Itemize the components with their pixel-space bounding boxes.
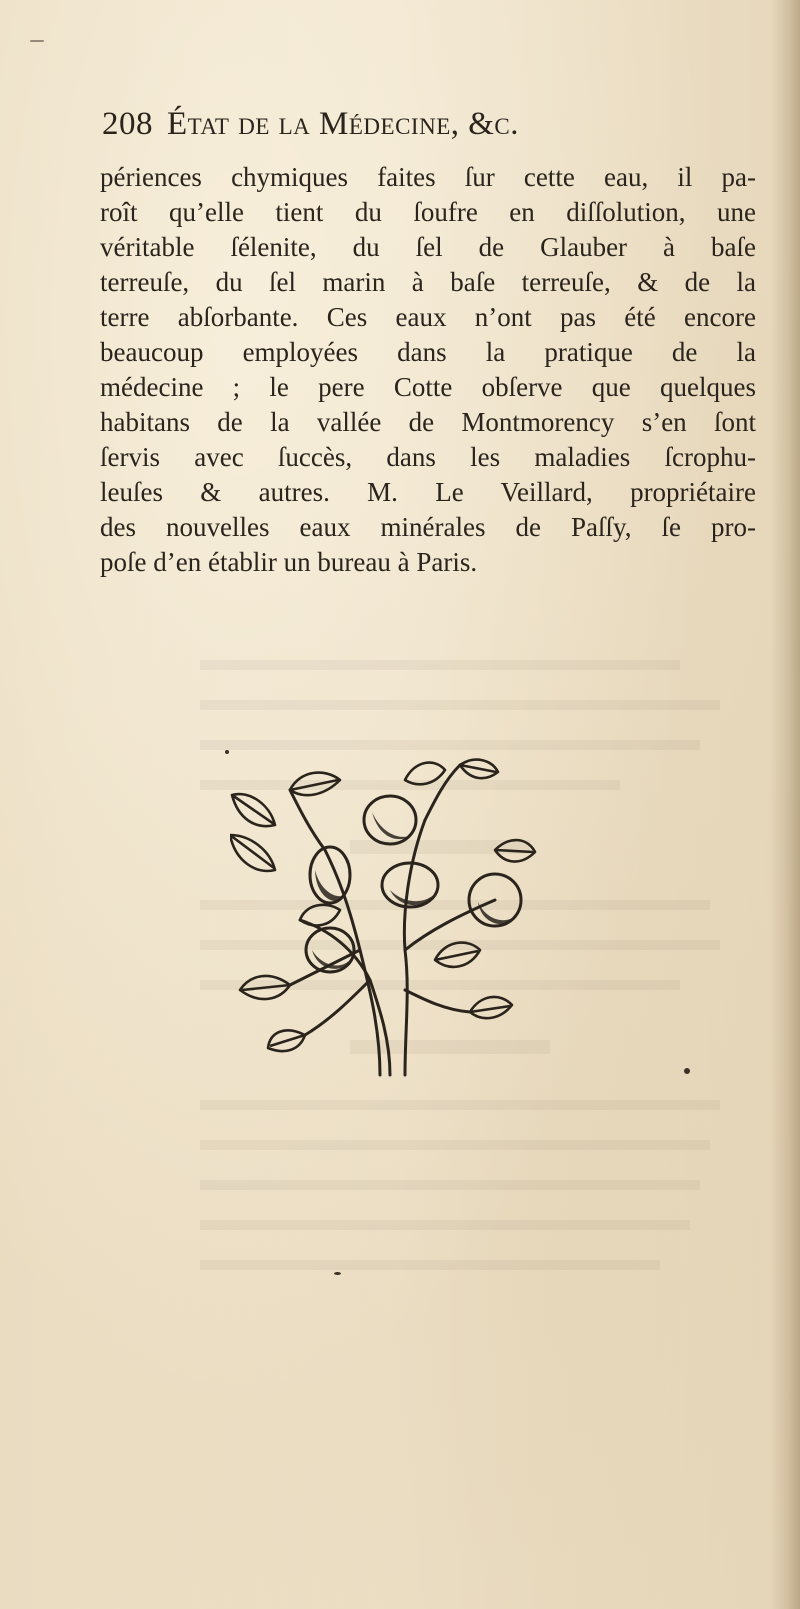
ink-speck xyxy=(30,40,44,42)
page-gutter-shadow xyxy=(770,0,800,1609)
text-line: roît qu’elle tient du ſoufre en diſſolution, une xyxy=(100,197,756,227)
fruit-branch-woodcut-icon xyxy=(230,750,550,1080)
ink-speck xyxy=(684,1068,690,1074)
text-line: leuſes & autres. M. Le Veillard, propriétaire xyxy=(100,477,756,507)
text-line: ſervis avec ſuccès, dans les maladies ſcrophu- xyxy=(100,442,756,472)
ink-speck xyxy=(225,750,229,754)
text-line: habitans de la vallée de Montmorency s’en ſont xyxy=(100,407,756,437)
text-line: médecine ; le pere Cotte obſerve que quelques xyxy=(100,372,756,402)
text-line: des nouvelles eaux minérales de Paſſy, ſe pro- xyxy=(100,512,756,542)
body-paragraph xyxy=(100,160,756,580)
text-line: poſe d’en établir un bureau à Paris. xyxy=(100,547,478,577)
page-number: 208 xyxy=(102,106,153,142)
text-line: terreuſe, du ſel marin à baſe terreuſe, & de la xyxy=(100,267,756,297)
text-line: beaucoup employées dans la pratique de la xyxy=(100,337,756,367)
running-head xyxy=(102,106,742,148)
ink-speck xyxy=(334,1272,341,1275)
text-line: périences chymiques faites ſur cette eau, il pa- xyxy=(100,162,756,192)
running-head-title: État de la Médecine, &c. xyxy=(167,106,520,142)
text-line: véritable ſélenite, du ſel de Glauber à baſe xyxy=(100,232,756,262)
text-line: terre abſorbante. Ces eaux n’ont pas été encore xyxy=(100,302,756,332)
